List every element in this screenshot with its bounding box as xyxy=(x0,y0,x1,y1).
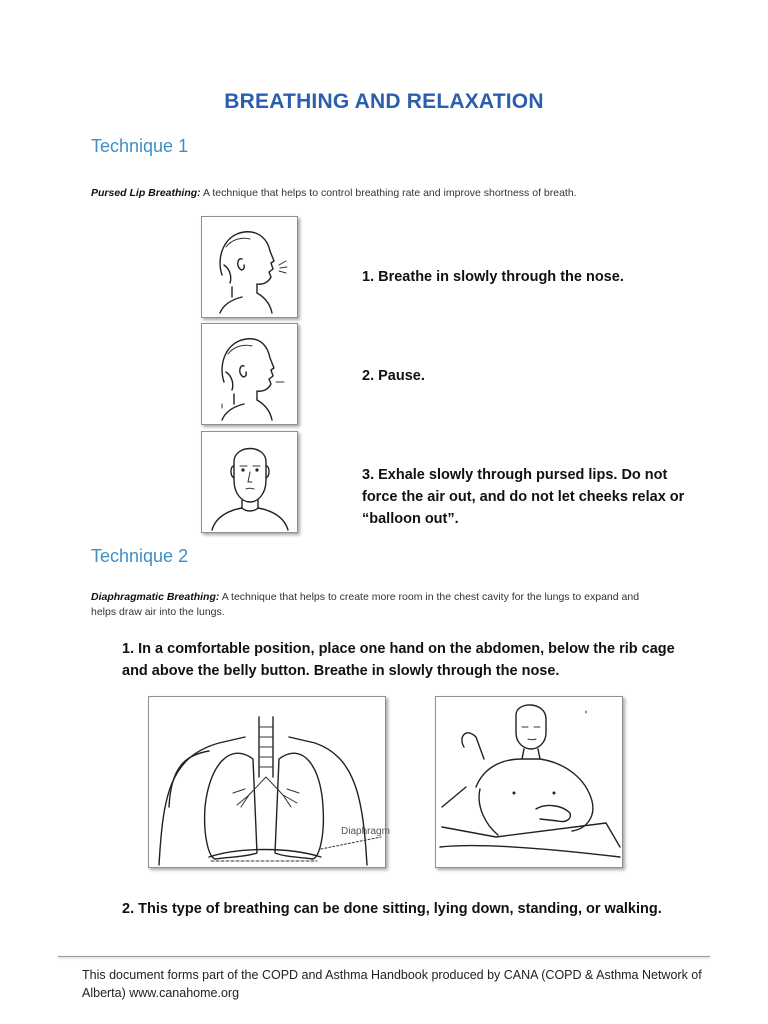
lungs-diaphragm-illustration xyxy=(148,696,386,868)
technique-2-step-1: 1. In a comfortable position, place one hand on the abdomen, below the rib cage and above the belly button. Breathe in slowly through the nose. xyxy=(122,641,675,679)
technique-1-term: Pursed Lip Breathing: xyxy=(91,187,201,199)
technique-1-heading: Technique 1 xyxy=(91,136,189,156)
technique-1-description: A technique that helps to control breathing rate and improve shortness of breath. xyxy=(200,187,577,199)
technique-1-intro xyxy=(91,186,691,201)
technique-1-step-2: 2. Pause. xyxy=(362,368,425,384)
technique-2-heading: Technique 2 xyxy=(91,546,189,566)
footer-divider xyxy=(58,956,710,957)
exhale-front-illustration xyxy=(201,431,298,533)
technique-2-intro xyxy=(91,590,661,620)
profile-head-icon xyxy=(202,217,297,317)
technique-2-step-2: 2. This type of breathing can be done sitting, lying down, standing, or walking. xyxy=(122,901,662,917)
inhale-profile-illustration xyxy=(201,216,298,318)
technique-2-term: Diaphragmatic Breathing: xyxy=(91,591,220,603)
diaphragm-label: Diaphragm xyxy=(341,826,390,837)
reclining-person-illustration xyxy=(435,696,623,868)
page-title: BREATHING AND RELAXATION xyxy=(224,90,544,113)
front-face-icon xyxy=(202,432,297,532)
profile-head-icon xyxy=(202,324,297,424)
pause-profile-illustration xyxy=(201,323,298,425)
person-hand-on-abdomen-icon xyxy=(436,697,622,867)
footer-text: This document forms part of the COPD and Asthma Handbook produced by CANA (COPD & Asthma Network of Alberta) www.canahome.org xyxy=(82,968,702,1000)
lungs-icon xyxy=(149,697,385,867)
technique-1-step-1: 1. Breathe in slowly through the nose. xyxy=(362,269,624,285)
technique-1-step-3: 3. Exhale slowly through pursed lips. Do not force the air out, and do not let cheeks relax or “balloon out”. xyxy=(362,467,685,527)
technique-2-description: A technique that helps to create more room in the chest cavity for the lungs to expand and helps draw air into the lungs. xyxy=(91,591,640,618)
